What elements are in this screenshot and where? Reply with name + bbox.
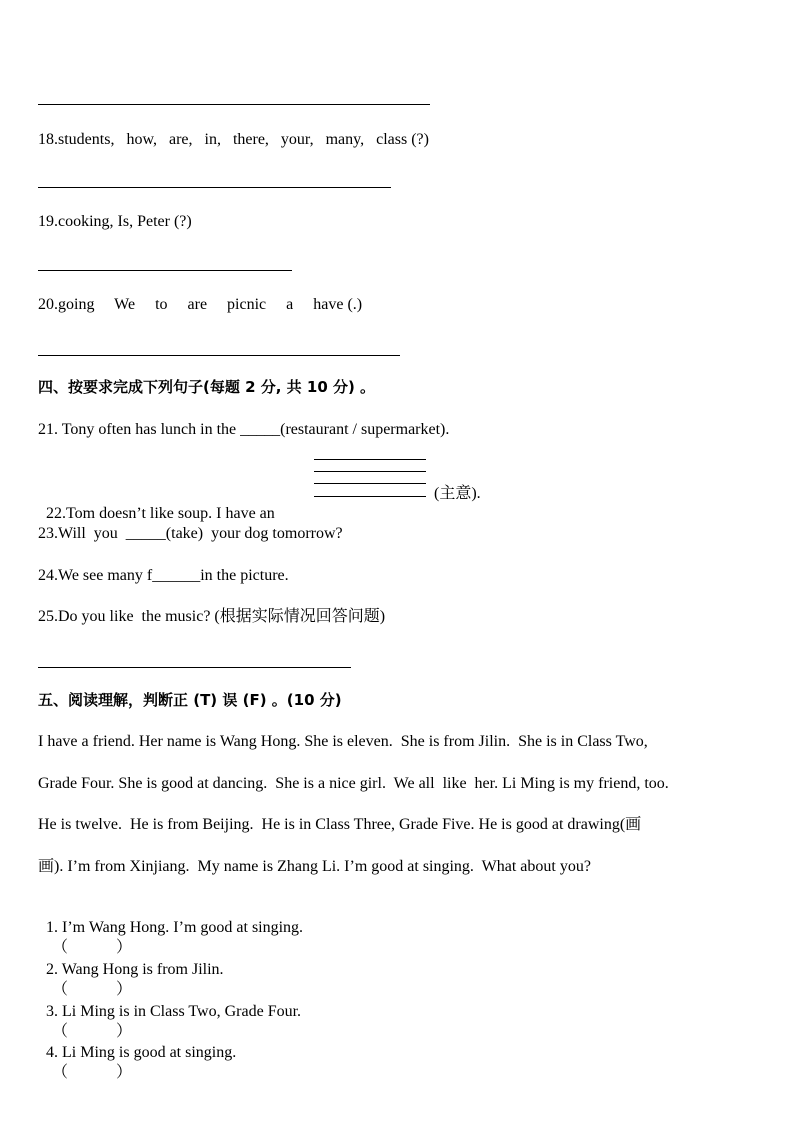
section-4-heading: 四、按要求完成下列句子(每题 2 分, 共 10 分) 。 xyxy=(38,378,376,396)
question-20: 20.going We to are picnic a have (.) xyxy=(38,296,363,313)
section-5-heading: 五、阅读理解，判断正 (T) 误 (F) 。(10 分) xyxy=(38,691,342,709)
answer-line-17[interactable] xyxy=(38,104,430,105)
question-23: 23.Will you _____(take) your dog tomorrow? xyxy=(38,525,343,542)
answer-line-19[interactable] xyxy=(38,270,292,271)
passage-line-1: I have a friend. Her name is Wang Hong. She is eleven. She is from Jilin. She is in Class Two, xyxy=(38,733,648,750)
q22-suffix: (主意). xyxy=(434,485,481,502)
tf-question-text: 3. Li Ming is in Class Two, Grade Four. xyxy=(46,1003,302,1020)
passage-line-2: Grade Four. She is good at dancing. She is a nice girl. We all like her. Li Ming is my friend, too. xyxy=(38,775,669,792)
answer-line-18[interactable] xyxy=(38,187,391,188)
tf-question-text: 4. Li Ming is good at singing. xyxy=(46,1044,237,1061)
q22-answer-blank[interactable] xyxy=(314,496,426,497)
passage-line-4: 画). I’m from Xinjiang. My name is Zhang Li. I’m good at singing. What about you? xyxy=(38,858,591,875)
question-24: 24.We see many f______in the picture. xyxy=(38,567,289,584)
question-22 xyxy=(38,484,275,524)
question-19: 19.cooking, Is, Peter (?) xyxy=(38,213,192,230)
tf-answer-paren[interactable]: （ ） xyxy=(52,1023,133,1040)
question-18: 18.students, how, are, in, there, your, many, class (?) xyxy=(38,131,429,148)
tf-question-4 xyxy=(38,1023,236,1083)
q22-guide-line-1 xyxy=(314,459,426,460)
tf-answer-paren[interactable]: （ ） xyxy=(52,1064,133,1081)
tf-answer-paren[interactable]: （ ） xyxy=(52,939,133,956)
answer-line-20[interactable] xyxy=(38,355,400,356)
q22-text: 22.Tom doesn’t like soup. I have an xyxy=(46,505,275,522)
tf-question-text: 1. I’m Wang Hong. I’m good at singing. xyxy=(46,919,304,936)
q22-guide-line-2 xyxy=(314,471,426,472)
q22-guide-line-3 xyxy=(314,483,426,484)
question-21: 21. Tony often has lunch in the _____(restaurant / supermarket). xyxy=(38,421,450,438)
question-25: 25.Do you like the music? (根据实际情况回答问题) xyxy=(38,608,386,625)
passage-line-3: He is twelve. He is from Beijing. He is in Class Three, Grade Five. He is good at drawing(画 xyxy=(38,816,642,833)
tf-question-text: 2. Wang Hong is from Jilin. xyxy=(46,961,224,978)
tf-answer-paren[interactable]: （ ） xyxy=(52,981,133,998)
answer-line-25[interactable] xyxy=(38,667,351,668)
